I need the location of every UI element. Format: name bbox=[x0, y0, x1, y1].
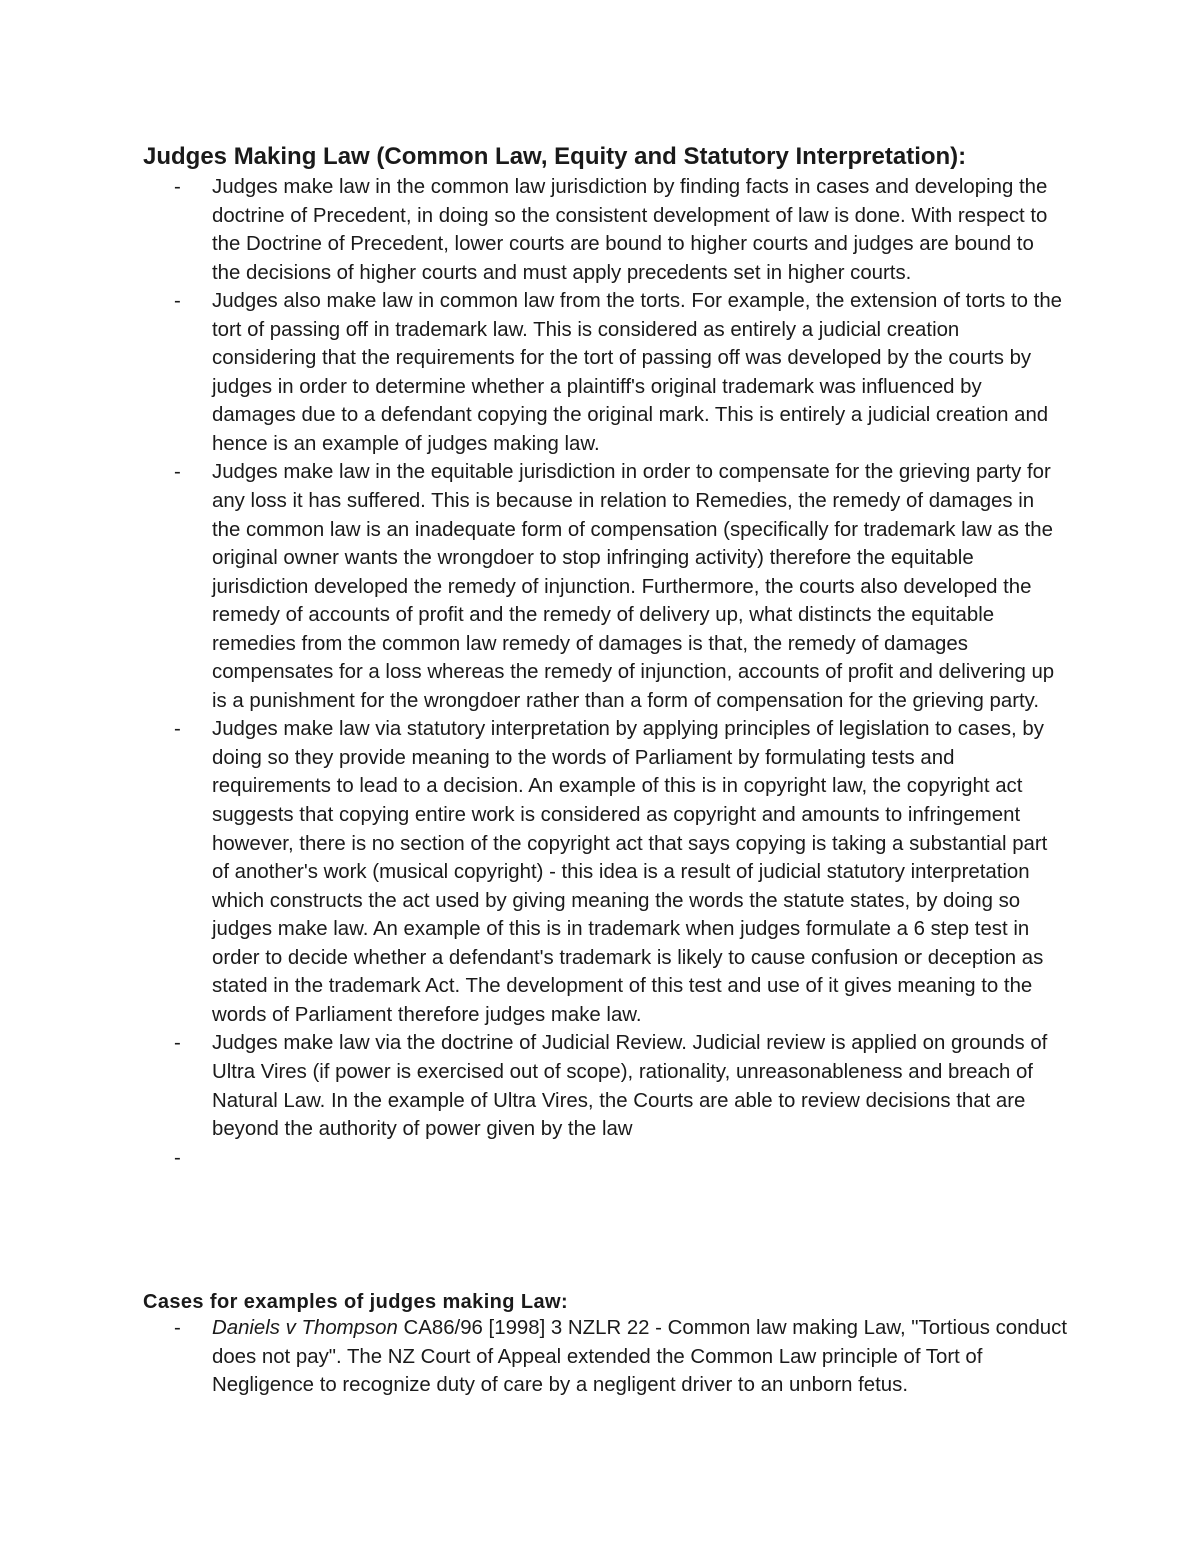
bullet-dash: - bbox=[174, 176, 181, 198]
list-item-case-daniels bbox=[0, 1314, 1067, 1400]
list-item-common-law-precedent bbox=[0, 173, 1067, 287]
list-item-judicial-review bbox=[0, 1029, 1067, 1143]
list-item-empty bbox=[0, 1144, 1067, 1173]
case-name: Daniels v Thompson bbox=[212, 1317, 398, 1339]
bullet-dash: - bbox=[174, 1032, 181, 1055]
list-item-text: Judges make law via the doctrine of Judicial Review. Judicial review is applied on grounds of Ultra Vires (if power is exercised out of scope), rationality, unreasonableness and breach of Natural Law. In the example of Ultra Vires, the Courts are able to review decisions that are beyond the authority of power given by the law bbox=[212, 1032, 1048, 1141]
list-item-text: Judges also make law in common law from the torts. For example, the extension of torts to the tort of passing off in trademark law. This is considered as entirely a judicial creation considering that the requirements for the tort of passing off was developed by the courts by judges in order to determine whether a plaintiff's original trademark was influenced by damages due to a defendant copying the original mark. This is entirely a judicial creation and hence is an example of judges making law. bbox=[212, 290, 1062, 455]
bullet-list-cases bbox=[0, 1314, 1067, 1400]
list-item-torts bbox=[0, 287, 1067, 458]
list-item-text bbox=[212, 1144, 218, 1173]
section-heading-judges-making-law: Judges Making Law (Common Law, Equity and Statutory Interpretation): bbox=[143, 143, 967, 170]
list-item-text: Judges make law in the equitable jurisdiction in order to compensate for the grieving party for any loss it has suffered. This is because in relation to Remedies, the remedy of damages in the common law is an inadequate form of compensation (specifically for trademark law as the original owner wants the wrongdoer to stop infringing activity) therefore the equitable jurisdiction developed the remedy of injunction. Furthermore, the courts also developed the remedy of accounts of profit and the remedy of delivery up, what distincts the equitable remedies from the common law remedy of damages is that, the remedy of damages compensates for a loss whereas the remedy of injunction, accounts of profit and delivering up is a punishment for the wrongdoer rather than a form of compensation for the grieving party. bbox=[212, 461, 1055, 712]
case-description: CA86/96 [1998] 3 NZLR 22 - Common law making Law, "Tortious conduct does not pay". The NZ Court of Appeal extended the Common Law principle of Tort of Negligence to recognize duty of care by a negligent driver to an unborn fetus. bbox=[212, 1317, 1068, 1397]
bullet-dash: - bbox=[174, 718, 181, 741]
bullet-dash: - bbox=[174, 1146, 181, 1169]
bullet-list-judges-making-law bbox=[0, 173, 1067, 1172]
bullet-dash: - bbox=[174, 290, 181, 313]
list-item-text: Judges make law in the common law jurisdiction by finding facts in cases and developing the doctrine of Precedent, in doing so the consistent development of law is done. With respect to the Doctrine of Precedent, lower courts are bound to higher courts and judges are bound to the decisions of higher courts and must apply precedents set in higher courts. bbox=[212, 176, 1048, 284]
bullet-dash: - bbox=[174, 461, 181, 484]
list-item-statutory-interpretation bbox=[0, 715, 1067, 1029]
bullet-dash: - bbox=[174, 1317, 181, 1339]
list-item-equity bbox=[0, 458, 1067, 715]
section-heading-cases: Cases for examples of judges making Law: bbox=[143, 1291, 569, 1313]
list-item-text: Judges make law via statutory interpretation by applying principles of legislation to cases, by doing so they provide meaning to the words of Parliament by formulating tests and requirements to lead to a decision. An example of this is in copyright law, the copyright act suggests that copying entire work is considered as copyright and amounts to infringement however, there is no section of the copyright act that says copying is taking a substantial part of another's work (musical copyright) - this idea is a result of judicial statutory interpretation which constructs the act used by giving meaning the words the statute states, by doing so judges make law. An example of this is in trademark when judges formulate a 6 step test in order to decide whether a defendant's trademark is likely to cause confusion or deception as stated in the trademark Act. The development of this test and use of it gives meaning to the words of Parliament therefore judges make law. bbox=[212, 718, 1048, 1026]
